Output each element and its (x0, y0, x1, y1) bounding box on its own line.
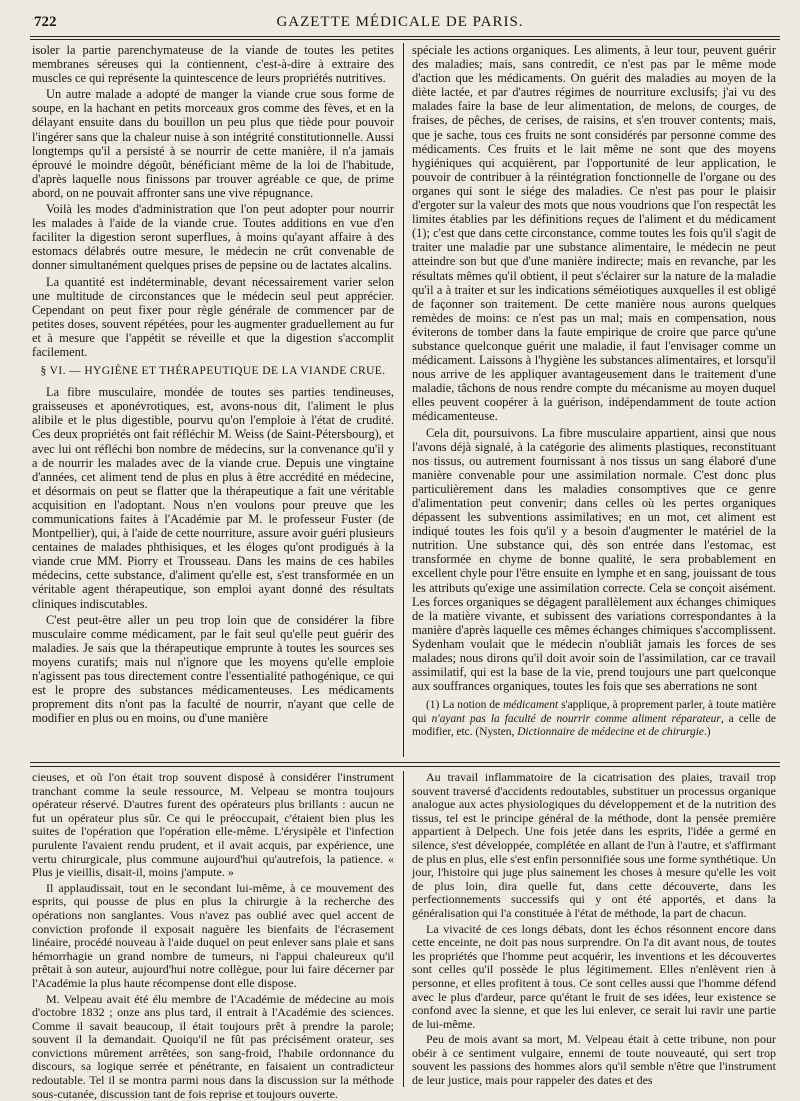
paragraph: Cela dit, poursuivons. La fibre musculaire appartient, ainsi que nous l'avons déjà signalé, à la catégorie des aliments plastiques, reconstituant nos tissus, ou autrement fournissant à nos tissus un sang élaboré d'une manière convenable pour une assimilation normale. C'est donc plus particulièrement dans les maladies consomptives que ce genre d'alimentation peut convenir; dans celles où les pertes organiques dépassent les subventions assimilatives; en un mot, cet aliment est indiqué toutes les fois qu'il y a besoin d'augmenter le matériel de la nutrition. Une substance qui, dès son entrée dans l'estomac, est transformée en chyme de bonne qualité, le sera probablement en excellent chyle pour l'être ensuite en lymphe et en sang, jouissant de tous les attributs qu'exige une assimilation correcte. Cela se conçoit aisément. Les forces organiques se dégagent parallèlement aux échanges chimiques de la matière vivante, et subissent des variations correspondantes à la manière d'après laquelle ces mêmes échanges chimiques s'accomplissent. Sydenham voulait que le médecin n'oubliât jamais les forces de ses malades; nous dirons qu'il doit avoir soin de l'assimilation, car ce travail assimilatif, qui est la base de la vie, prend toujours une part quelconque aux souffrances organiques, toutes les fois que ses aberrations ne sont (412, 426, 776, 694)
upper-left-column (32, 43, 394, 757)
header-rule-top (30, 36, 780, 37)
paragraph: La quantité est indéterminable, devant nécessairement varier selon une multitude de circonstances que le médecin seul peut apprécier. Cependant on peut fixer pour règle générale de commencer par de petites doses, souvent répétées, pour les augmenter graduellement au fur et à mesure que l'appétit se réveille et que la digestion s'accomplit facilement. (32, 275, 394, 360)
paragraph: isoler la partie parenchymateuse de la viande de toutes les petites membranes séreuses qui la contiennent, c'est-à-dire à extraire des muscles ce qui représente la quintescence de leurs propriétés nutritives. (32, 43, 394, 85)
column-rule (403, 43, 404, 757)
section-divider-bottom (30, 766, 780, 767)
header-rule-bottom (30, 39, 780, 40)
paragraph: Peu de mois avant sa mort, M. Velpeau était à cette tribune, non pour obéir à ce sentiment vulgaire, ennemi de toute nouveauté, qui sert trop souvent les passions des hommes alors qu'il semble n'être que l'instrument de leur justice, mais pour rappeler des dates et des (412, 1033, 776, 1087)
section-divider-top (30, 762, 780, 763)
paragraph: Il applaudissait, tout en le secondant lui-même, à ce mouvement des esprits, qui pousse de plus en plus la chirurgie à la recherche des opérations non sanglantes. Vous n'avez pas oublié avec quel accent de conviction profonde il exposait naguère les bienfaits de l'écrasement linéaire, procédé nouveau à l'aide duquel on peut enlever sans plaie et sans hémorrhagie un grand nombre de tumeurs, ni l'appui chaleureux qu'il prêtait à son auteur, aujourd'hui notre collègue, pour lui faire décerner par l'Académie la plus haute récompense dont elle dispose. (32, 882, 394, 991)
section-heading: § VI. — HYGIÈNE ET THÉRAPEUTIQUE DE LA VIANDE CRUE. (32, 364, 394, 378)
paragraph: La fibre musculaire, mondée de toutes ses parties tendineuses, graisseuses et aponévrotiques, est, avons-nous dit, l'aliment le plus alibile et le plus digestible, pourvu qu'on l'emploie à l'état de crudité. Ces deux propriétés ont fait réfléchir M. Weiss (de Saint-Pétersbourg), et avec lui ont réfléchi bon nombre de médecins, sur la convenance qu'il y a de nourrir les malades avec de la viande crue. Depuis une vingtaine d'années, cet aliment tend de plus en plus à être accrédité en médecine, et désormais on peut se flatter que la thérapeutique a fait une véritable acquisition en l'adoptant. Nous n'en voulons pour preuve que les communications faites à l'Académie par M. le professeur Fuster (de Montpellier), qui, à l'aide de cette nourriture, assure avoir guéri plusieurs centaines de malades phthisiques, et les éloges qu'ont prodigués à la viande crue MM. Piorry et Trousseau. Dans les mains de ces habiles médecins, cette substance, d'aliment qu'elle est, s'est transformée en un véritable agent thérapeutique, son emploi ayant donné des résultats cliniques indiscutables. (32, 385, 394, 611)
column-rule-lower (403, 771, 404, 1087)
page-header (0, 0, 800, 40)
lower-left-column (32, 771, 394, 1089)
paragraph: Un autre malade a adopté de manger la viande crue sous forme de soupe, en la hachant en petits morceaux gros comme des fèves, et en la délayant ensuite dans du bouillon un peu plus que tiède pour pouvoir l'ingérer sans que la chaleur nuise à son intégrité constitutionnelle. Aussi longtemps qu'il a persisté à se nourrir de cette manière, il n'a jamais éprouvé le moindre dégoût, bénéficiant même de la loi de l'habitude, d'après laquelle nous finissons par trouver agréable ce que, de prime abord, on ne pouvait affronter sans une vive répugnance. (32, 87, 394, 200)
paragraph: cieuses, et où l'on était trop souvent disposé à considérer l'instrument tranchant comme la seule ressource, M. Velpeau se montra toujours opérateur réservé. D'autres furent des opérateurs plus brillants : aucun ne fut un opérateur plus sûr. Ce qui le préoccupait, c'étaient bien plus les suites de l'opération que l'opération elle-même. L'érysipèle et l'infection purulente l'avaient rendu prudent, et il avait acquis, par expérience, une vertu chirurgicale, plus commune aujourd'hui qu'autrefois, la patience. « Plus je vieillis, disait-il, moins j'ampute. » (32, 771, 394, 880)
upper-right-column (412, 43, 776, 757)
paragraph: M. Velpeau avait été élu membre de l'Académie de médecine au mois d'octobre 1832 ; onze ans plus tard, il entrait à l'Académie des sciences. Comme il savait beaucoup, il était toujours prêt à prendre la parole; souvent il la demandait. Quoiqu'il ne fût pas précisément orateur, ses convictions mûrement arrêtées, son sang-froid, l'habile ordonnance du discours, sa logique serrée et pénétrante, en faisaient un contradicteur redoutable. Tel il se montra parmi nous dans la discussion sur la méthode sous-cutanée, discussion tant de fois reprise et toujours ouverte. (32, 993, 394, 1101)
page-number: 722 (34, 14, 57, 31)
journal-title: GAZETTE MÉDICALE DE PARIS. (0, 14, 800, 31)
lower-right-column (412, 771, 776, 1089)
paragraph: Au travail inflammatoire de la cicatrisation des plaies, travail trop souvent traversé d'accidents redoutables, substituer un processus organique analogue aux actes physiologiques du développement et de la nutrition des tissus, tel est le principe général de la méthode, dont la pensée première appartient à Delpech. Une fois jetée dans les esprits, l'idée a germé en silence, s'est développée, complétée en allant de l'un à l'autre, et s'affirmant de plus en plus, elle s'est enfin personnifiée sous une forme synthétique. Un jour, l'histoire qui juge plus sainement les choses à mesure qu'elle les voit de plus loin, dira quelle fut, dans cette découverte, dans les perfectionnements successifs qui y ont été apportés, et dans la généralisation qui l'a constituée à l'état de méthode, la part de chacun. (412, 771, 776, 921)
paragraph: spéciale les actions organiques. Les aliments, à leur tour, peuvent guérir des maladies; mais, sans contredit, ce n'est pas par le même mode d'action que les médicaments. On guérit des maladies au moyen de la diète lactée, et par d'autres régimes de nourriture exclusifs; j'ai vu des malades faire la base de leur alimentation, de melons, de courges, de fraises, de pêches, de cerises, de raisins, et s'en trouver contents; mais, que je sache, tous ces fruits ne sont considérés par personne comme des médicaments. Ces fruits et le lait même ne sont que des moyens hygiéniques qui acquièrent, par l'opportunité de leur application, le pouvoir de contribuer à la réintégration fonctionnelle de l'organe ou des organes qui sont le siége des maladies. Ce n'est pas pour le plaisir d'ergoter sur la valeur des mots que nous voudrions que l'on respectât les limites établies par les définitions reçues de l'aliment et du médicament (1); c'est que dans cette circonstance, comme toutes les fois qu'il s'agit de traiter une maladie par une substance alimentaire, le médecin ne peut atteindre son but que d'une manière indirecte; mais en revanche, par les résultats mêmes qu'il obtient, il peut s'éclairer sur la nature de la maladie qu'il a à traiter et sur les indications séméiotiques auxquelles il est obligé de façonner son traitement. De cette manière nous aurons quelques remèdes de moins: ce n'est pas un mal; mais en compensation, nous éviterons de tomber dans la faute empirique de croire que parce qu'une substance quelconque guérit une maladie, il faut l'envisager comme un médicament. Laissons à l'hygiène les substances alimentaires, et lorsqu'il nous arrive de les appliquer avantageusement dans le traitement d'une maladie, tâchons de nous rendre compte du mécanisme au moyen duquel elles peuvent coopérer à la guérison, indépendamment de toute action médicamenteuse. (412, 43, 776, 424)
paragraph: C'est peut-être aller un peu trop loin que de considérer la fibre musculaire comme médicament, par le fait seul qu'elle peut guérir des maladies. Je sais que la thérapeutique emprunte à toutes les sources ses moyens curatifs; mais nul n'ignore que les moyens qu'elle emploie n'agissent pas tous directement contre l'essentialité pathogénique, ce qui est le propre des substances médicamenteuses. Les médicaments proprement dits n'ont pas la faculté de nourrir, n'ayant que celle de modifier en plus ou en moins, ou d'une manière (32, 613, 394, 726)
paragraph: Voilà les modes d'administration que l'on peut adopter pour nourrir les malades à l'aide de la viande crue. Toutes additions en vue d'en faciliter la digestion seront superflues, à moins qu'ayant affaire à des estomacs délabrés outre mesure, le médecin ne crût convenable de donner simultanément quelques prises de pepsine ou de lactates alcalins. (32, 202, 394, 272)
paragraph: La vivacité de ces longs débats, dont les échos résonnent encore dans cette enceinte, ne doit pas nous surprendre. On l'a dit avant nous, de toutes les propriétés que l'homme peut acquérir, les inventions et les découvertes sont celles qu'il possède le plus légitimement. Elles n'enlèvent rien à personne, et elles profitent à tous. Ce sont celles aussi que l'homme défend avec le plus d'ardeur, parce qu'étant le fruit de ses idées, leur existence se confond avec la sienne, et que les lui enlever, ce serait lui ravir une partie de lui-même. (412, 923, 776, 1032)
footnote: (1) La notion de médicament s'applique, à proprement parler, à toute matière qui n'ayant pas la faculté de nourrir comme aliment réparateur, a celle de modifier, etc. (Nysten, Dictionnaire de médecine et de chirurgie.) (412, 699, 776, 739)
